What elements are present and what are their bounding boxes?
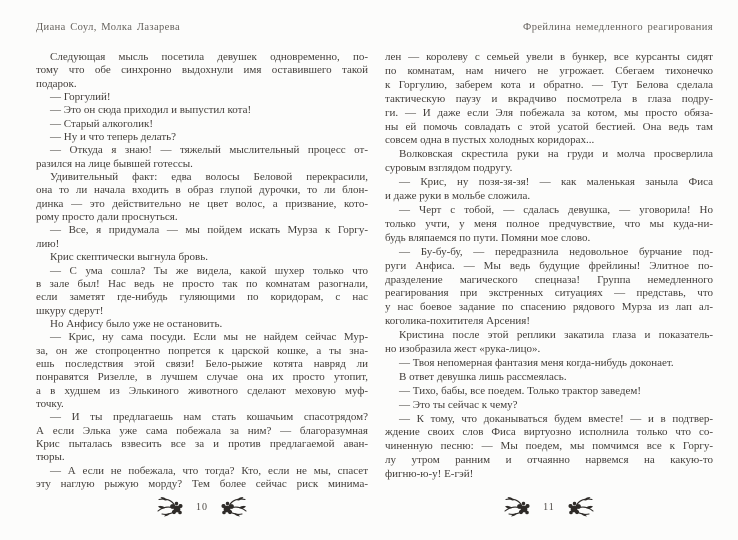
text-line: — Тихо, бабы, все поедем. Только трактор заведем! <box>399 384 642 397</box>
floral-ornament-icon <box>565 495 595 519</box>
text-line: чиненную песню: — Мы поедем, мы помчимся все к Горгу- <box>385 440 713 453</box>
text-line: если заметят где-нибудь гуляющими по коридорам, с нас <box>36 291 368 304</box>
text-line: — Горгулий! <box>50 91 111 104</box>
text-line: — Крис, ну позя-зя-зя! — как маленькая заныла Фиса <box>399 176 713 189</box>
text-line: Но Анфису было уже не остановить. <box>50 317 223 330</box>
text-line: только учти, у меня полное предчувствие, что мы куда-ни- <box>385 217 713 230</box>
text-line: — Крис, ну сама посуди. Если мы не найдем сейчас Мур- <box>50 331 368 344</box>
text-line: ешь последствия этой связи! Бело-рыжие котята навряд ли <box>36 357 368 370</box>
text-line: — Бу-бу-бу, — передразнила недовольное бурчание под- <box>399 245 713 258</box>
text-line: Крис пыталась взвесить все за и против предлагаемой аван- <box>36 437 368 450</box>
text-line: Удивительный факт: едва волосы Беловой перекрасили, <box>50 171 368 184</box>
text-line: тому что обе синхронно выдохнули имя оставившего такой <box>36 64 368 77</box>
right-page-text <box>385 51 713 482</box>
text-line: — А если не побежала, что тогда? Кто, если не мы, спасет <box>50 464 368 477</box>
text-line: но изобразила жест «рука-лицо». <box>385 343 541 356</box>
text-line: у нас боевое задание по спасению рядового Мурза из лап ал- <box>385 301 713 314</box>
left-page-footer <box>36 495 368 519</box>
text-line: лию! <box>36 237 60 250</box>
floral-ornament-icon <box>503 495 533 519</box>
text-line: реагирования при экстренных ситуациях — представь, что <box>385 287 713 300</box>
text-line: за, он же стопроцентно попрется к царской кошке, а ты зна- <box>36 344 368 357</box>
text-line: — И ты предлагаешь нам стать кошачьим спасотрядом? <box>50 411 368 424</box>
text-line: а в худшем из Элькиного животного сделают меховую муф- <box>36 384 368 397</box>
text-line: ны ей помочь совладать с этой усатой бестией. Она ведь там <box>385 120 713 133</box>
running-header-book-title: Фрейлина немедленного реагирования <box>523 22 713 33</box>
page-number: 10 <box>196 501 208 513</box>
text-line: по комнатам, нам ничего не угрожает. Сбегаем тихонечко <box>385 64 713 77</box>
floral-ornament-icon <box>156 495 186 519</box>
text-line: к Горгулию, заберем кота и обратно. — Тут Белова сделала <box>385 78 713 91</box>
text-line: — Ну и что теперь делать? <box>50 131 177 144</box>
text-line: подарок. <box>36 77 77 90</box>
text-line: ги. — И даже если Эля побежала за котом, мы просто обяза- <box>385 106 713 119</box>
text-line: лен — королеву с семьей увели в бункер, все курсанты сидят <box>385 51 713 63</box>
text-line: будь вляпаемся по пути. Помяни мое слово. <box>385 231 591 244</box>
text-line: — Черт с тобой, — сдалась девушка, — уговорила! Но <box>399 203 713 216</box>
text-line: тюры. <box>36 451 65 464</box>
text-line: Следующая мысль посетила девушек одновременно, по- <box>50 51 368 63</box>
right-page <box>385 0 713 540</box>
text-line: — Твоя непомерная фантазия меня когда-нибудь доконает. <box>399 356 674 369</box>
text-line: Кристина после этой реплики закатила глаза и показатель- <box>399 329 713 342</box>
text-line: рому просто дали проснуться. <box>36 211 178 224</box>
text-line: — Все, я придумала — мы пойдем искать Мурза к Горгу- <box>50 224 368 237</box>
text-line: — К тому, что доканываться будем вместе! — и в подтвер- <box>399 412 713 425</box>
text-line: ждение своих слов Фиса виртуозно исполнила только что со- <box>385 426 713 439</box>
text-line: понравятся Ризелле, в лучшем случае она их просто утопит, <box>36 371 368 384</box>
text-line: лу утром ранним и отчаянно нарвемся на какую-то <box>385 454 713 467</box>
text-line: тактическую паузу и вкрадчиво посмотрела в глаза подру- <box>385 92 713 105</box>
text-line: и даже руки в мольбе сложила. <box>385 190 531 203</box>
text-line: Крис скептически выгнула бровь. <box>50 251 209 264</box>
text-line: А если Элька уже сама побежала за ним? — благоразумная <box>36 424 368 437</box>
text-line: — Откуда я знаю! — тяжелый мыслительный процесс от- <box>50 144 368 157</box>
text-line: в зале был! Нас ведь не просто так по комнатам разогнали, <box>36 277 368 290</box>
left-page <box>36 0 368 540</box>
text-line: — Это он сюда приходил и выпустил кота! <box>50 104 252 117</box>
text-line: дразделение магического спецназа! Группа немедленного <box>385 273 713 286</box>
text-line: — Это ты сейчас к чему? <box>399 398 518 411</box>
right-page-footer <box>385 495 713 519</box>
text-line: точку. <box>36 397 64 410</box>
text-line: В ответ девушка лишь рассмеялась. <box>399 370 567 383</box>
running-header-authors: Диана Соул, Молка Лазарева <box>36 22 181 33</box>
text-line: динка — это действительно не цвет волос, а призвание, кото- <box>36 197 368 210</box>
text-line: Волковская скрестила руки на груди и молча просверлила <box>399 148 713 161</box>
text-line: совсем одна в пустых холодных коридорах... <box>385 134 595 147</box>
text-line: фигню-ю-у! Е-гэй! <box>385 468 474 481</box>
floral-ornament-icon <box>218 495 248 519</box>
text-line: она то ли начала входить в образ глупой дурочки, то ли блон- <box>36 184 368 197</box>
text-line: коголика-похитителя Арсения! <box>385 315 530 328</box>
text-line: — Старый алкоголик! <box>50 117 154 130</box>
text-line: шкуру сдерут! <box>36 304 104 317</box>
text-line: — С ума сошла? Ты же видела, какой шухер только что <box>50 264 368 277</box>
page-number: 11 <box>543 501 555 513</box>
text-line: разился на лице бывшей готессы. <box>36 157 193 170</box>
text-line: эту наглую рыжую морду? Тем более сейчас риск минима- <box>36 478 368 490</box>
left-page-text <box>36 51 368 491</box>
text-line: руги Анфиса. — Мы ведь будущие фрейлины! Элитное по- <box>385 259 713 272</box>
text-line: суровым взглядом подругу. <box>385 162 513 175</box>
